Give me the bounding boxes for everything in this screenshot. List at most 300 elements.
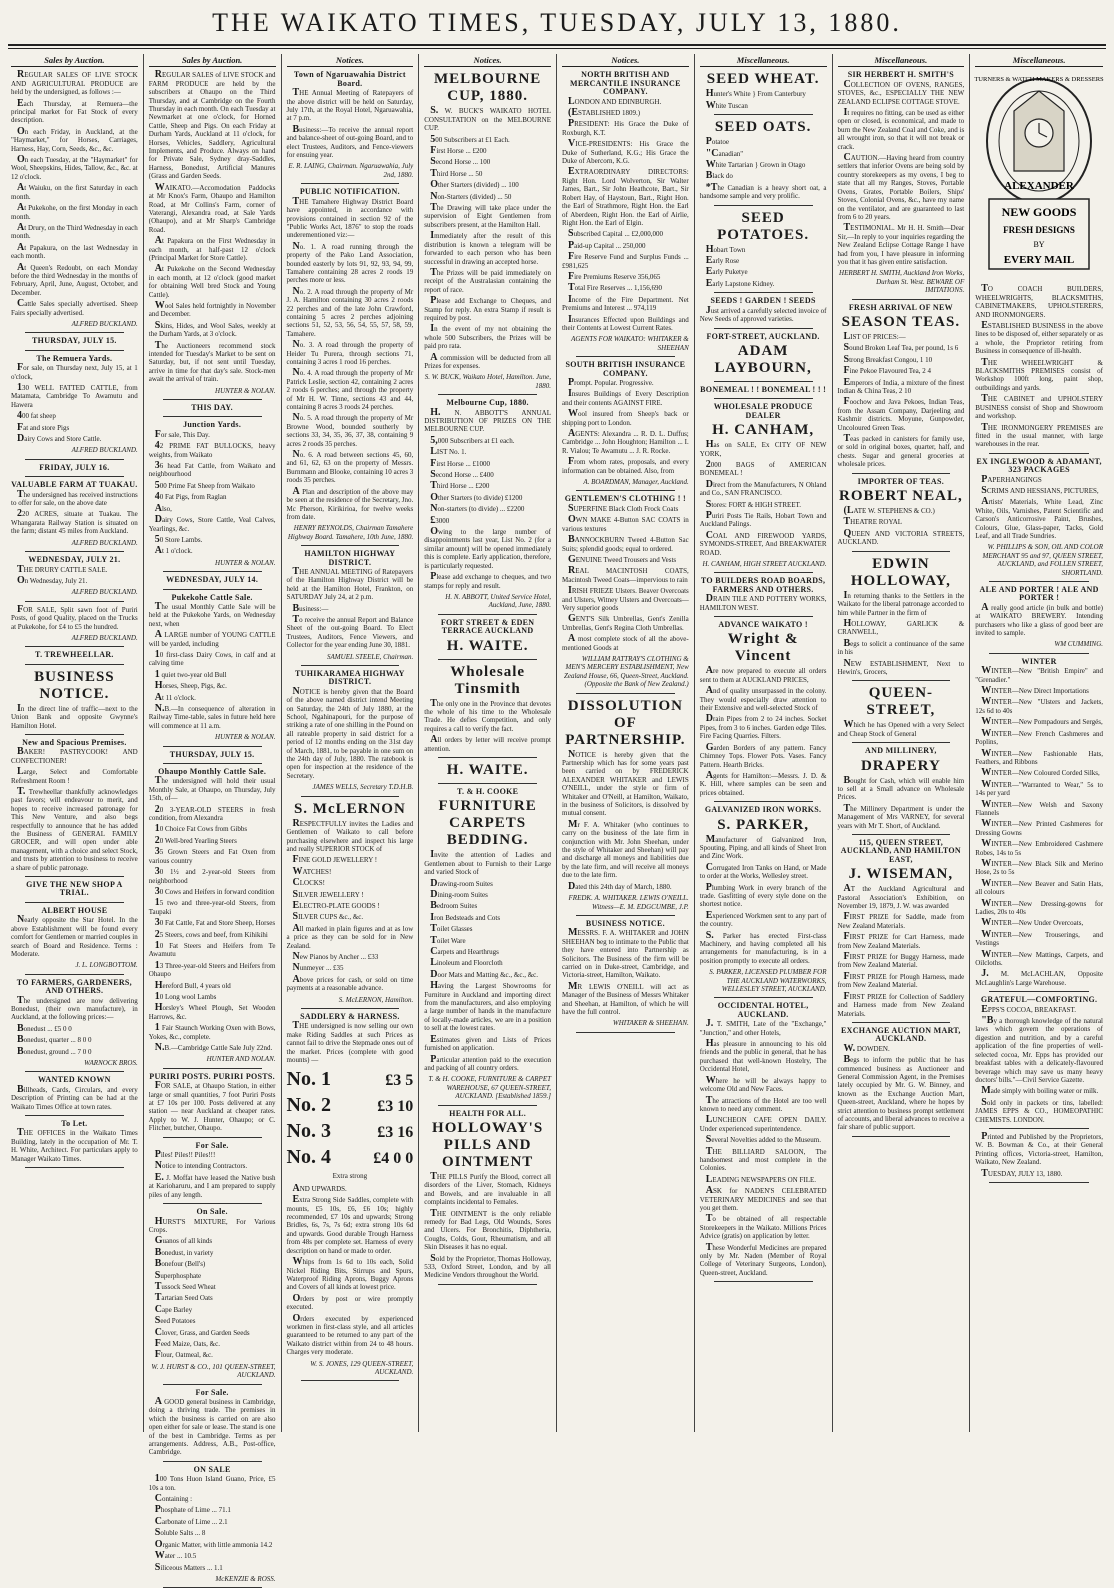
ad-heading: TUHIKARAMEA HIGHWAY DISTRICT. <box>295 669 405 687</box>
column-rule-divider <box>852 299 951 300</box>
advertisement <box>975 458 1103 577</box>
ad-heading: GENTLEMEN'S CLOTHING ! ! <box>564 494 686 504</box>
column-rule-divider <box>163 589 262 590</box>
ad-paragraph: From whom rates, proposals, and every information can be obtained. Also, from <box>562 456 689 475</box>
ad-paragraph: 40 Fat Pigs, from Raglan <box>154 491 227 503</box>
advertisement <box>149 1208 276 1380</box>
ad-paragraph: 10 Long wool Lambs <box>154 990 217 1002</box>
ad-paragraph: Phosphate of Lime ... 71.1 <box>154 1504 231 1516</box>
advertisement <box>562 71 689 352</box>
ad-paragraph: N.B.—In consequence of alteration in Railway Time-table, sales in future held here will commence at 11 a.m. <box>148 703 276 730</box>
ad-paragraph: WINTER—New Under Overcoats, <box>981 917 1084 929</box>
column-rule-divider <box>714 328 813 329</box>
ad-paragraph: A Plan and description of the above may be seen at the residence of the Secretary, Jno. Mc Pherson, Kirikirioa, for twelve weeks from date. <box>286 485 414 521</box>
ad-display-title: DRAPERY <box>860 757 941 774</box>
column-rule-divider <box>25 876 124 877</box>
ad-paragraph: Also, <box>154 502 172 514</box>
column-rule-divider <box>989 991 1089 992</box>
ad-paragraph: LUNCHEON CAFE OPEN DAILY. Under experienced superintendence. <box>699 1114 827 1133</box>
ad-paragraph: Where he will be always happy to welcome Old and New Faces. <box>699 1074 827 1094</box>
column-heading: Notices. <box>562 56 689 67</box>
ad-heading: TO FARMERS, GARDENERS, AND OTHERS. <box>16 977 132 996</box>
advertisement <box>424 788 551 1101</box>
ad-paragraph: 30 Cows and Heifers in forward condition <box>154 885 275 897</box>
ad-signature: S. PARKER, LICENSED PLUMBER FOR THE AUCKLAND WATERWORKS, WELLESLEY STREET, AUCKLAND. <box>709 968 827 994</box>
ad-paragraph: HURST'S MIXTURE, For Various Crops. <box>148 1215 276 1234</box>
ad-paragraph: Bonedust, in variety <box>154 1246 214 1258</box>
ad-paragraph: White Tartarian } Grown in Otago <box>705 159 806 171</box>
ad-paragraph: BANNOCKBURN Tweed 4-Button Sac Suits; splendid goods; equal to ordered. <box>562 534 689 553</box>
ad-paragraph: The undersigned are now delivering Bonedust, (their own manufacture), in Auckland, at the following prices:— <box>11 994 138 1022</box>
ad-paragraph: Water ... 10.5 <box>154 1550 197 1562</box>
advertisement <box>11 556 138 597</box>
column-rule-divider <box>301 665 400 666</box>
ad-paragraph: White Tuscan <box>705 99 748 111</box>
advertisement <box>149 594 276 742</box>
ad-paragraph: A most complete stock of all the above-mentioned Goods at <box>562 633 689 652</box>
ad-paragraph: FINE GOLD JEWELLERY ! <box>292 854 378 866</box>
ad-paragraph: Insurances Effected upon Buildings and their Contents at Lowest Current Rates. <box>562 313 689 332</box>
ad-paragraph: It requires no fitting, can be used as either open or closed, is economical, and made to burn the New Zealand Coal and Coke, and is all wrought iron, so that it will not break or crack. <box>837 107 965 151</box>
advertisement <box>11 907 138 970</box>
emblem-name-text: ALEXANDER <box>1004 180 1074 193</box>
ad-paragraph: Particular attention paid to the execution and packing of all country orders. <box>424 1053 551 1072</box>
ad-paragraph: Cape Barley <box>154 1303 193 1315</box>
ad-signature: E. R. LAING, Chairman. Ngaruawahia, July 2nd, 1880. <box>288 162 414 179</box>
emblem-line1-text: NEW GOODS <box>1001 205 1077 220</box>
ad-paragraph: THE IRONMONGERY PREMISES are fitted in the usual manner, with large warehouses in the rear. <box>975 421 1103 449</box>
column-rule-divider <box>714 381 813 382</box>
saddle-price: £3 10 <box>377 1098 414 1116</box>
ad-display-title: EDWIN HOLLOWAY, <box>850 555 951 589</box>
ad-paragraph: N.B.—Cambridge Cattle Sale July 22nd. <box>154 1042 273 1053</box>
ad-paragraph: BAKER! PASTRYCOOK! AND CONFECTIONER! <box>11 746 138 765</box>
ad-paragraph: LIST OF PRICES:— <box>843 330 906 342</box>
ad-paragraph: VICE-PRESIDENTS: His Grace the Duke of Sutherland, K.G.; His Grace the Duke of Abercorn, K.G. <box>562 138 689 166</box>
ad-display-title: H. CANHAM, <box>712 422 815 439</box>
ad-paragraph: QUEEN AND VICTORIA STREETS, AUCKLAND. <box>837 527 965 547</box>
advertisement <box>975 996 1103 1124</box>
ad-paragraph: Teas packed in canisters for family use, or sold in original boxes, quarter, half, and chests. Sugar and general groceries at wholesale prices. <box>837 433 965 469</box>
advertisement <box>424 1110 551 1280</box>
ad-heading: ALE AND PORTER ! ALE AND PORTER ! <box>979 585 1099 603</box>
ad-paragraph: On each Tuesday, at the "Haymarket" for Wool, Sheepskins, Hides, Tallow, &c., &c. at 12 o'clock. <box>11 154 138 181</box>
ad-paragraph: Bonedust ... £5 0 0 <box>17 1022 72 1034</box>
ad-paragraph: PRESIDENT: His Grace the Duke of Roxburgh, K.T. <box>562 118 689 137</box>
ad-paragraph: REAL MACINTOSH COATS, Macintosh Tweed Coats—impervious to rain <box>562 565 689 584</box>
ad-paragraph: SILVER CUPS &c., &c. <box>292 911 364 923</box>
ad-paragraph: Having the Largest Showrooms for Furniture in Auckland and importing direct from the manufacturers, and also employing a large number of hands in the manufacture of locally-made articles, we are in a position to sell at the lowest rates. <box>424 980 551 1033</box>
ad-paragraph: New Pianos by Ancher ... £33 <box>292 950 379 962</box>
advertisement <box>149 71 276 395</box>
ad-paragraph: AND UPWARDS. <box>292 1182 347 1194</box>
column-2 <box>144 54 282 1583</box>
ad-display-title: ROBERT NEAL, <box>839 488 963 505</box>
advertisement <box>838 71 965 294</box>
ad-paragraph: Horsley's Wheel Plough, Set Wooden Harrows, &c. <box>148 1002 276 1021</box>
ad-paragraph: The undersigned has received instructions to offer for sale, on the above date <box>11 488 138 508</box>
ad-paragraph: Whips from 1s 6d to 10s each, Solid Nickel Riding Bits, Stirrups and Spurs, Waterproof Riding Aprons, Buggy Aprons and Covers of all kinds at lowest price. <box>286 1256 414 1292</box>
column-rule-divider <box>852 680 951 681</box>
ad-heading: WINTER <box>1021 656 1057 666</box>
ad-paragraph: Mr F. A. Whitaker (who continues to carry on the business of the late firm in conjunction with Mr. John Sheehan, under the style of Whitaker and Sheehan) will pay and discharge all moneys and liabilities due by the late firm, and will receive all moneys due to the late firm. <box>562 818 689 880</box>
column-rule-divider <box>25 1167 124 1168</box>
ad-paragraph: The only one in the Province that devotes the whole of his time to the Wholesale Trade. He defies Competition, and only requires a call to verify the fact. <box>424 697 551 733</box>
ad-display-title: BUSINESS NOTICE. <box>34 668 115 702</box>
ad-paragraph: Each Thursday, at Remuera—the principal market for Fat Stock of every description. <box>11 97 138 125</box>
column-rule-divider <box>25 974 124 975</box>
saddle-price: £4 0 0 <box>373 1150 414 1168</box>
ad-paragraph: 30 Fat Cattle, Fat and Store Sheep, Horses <box>154 917 276 929</box>
newspaper-columns <box>6 54 1108 1583</box>
ad-paragraph: AGENTS: Alexandra ... R. D. L. Duffus; Cambridge ... John Houghton; Hamilton ... I. R. Vialou; Te Awamutu ... J. R. Rocke. <box>562 428 689 455</box>
saddle-price: £3 16 <box>377 1124 414 1142</box>
ad-paragraph: SILVER JEWELLERY ! <box>292 888 364 900</box>
ad-paragraph: 1 Fair Staunch Working Oxen with Bows, Yokes, &c., complete. <box>148 1022 276 1041</box>
ad-signature: HUNTER & NOLAN. <box>215 733 276 742</box>
ad-paragraph: EXTRAORDINARY DIRECTORS: Right Hon. Lord Wolverton, Sir Walter James, Bart., Sir John Heathcote, Bart., Sir Robert Hay, of Haystoun, Bart., Right Hon. the Earl of Strathmore, Right Hon. the Earl of Aberdeen, Right Hon. the Earl of Airlie, Right Hon. the Earl of Elgin. <box>562 166 689 227</box>
ad-paragraph: Business:—To receive the annual report and balance-sheet of out-going Board, and to elect Trustees, Auditors, and Fence-viewers for ensuing year. <box>286 123 414 160</box>
ad-signature: WILLIAM RATTRAY'S CLOTHING & MEN'S MERCERY ESTABLISHMENT, New Zealand House, 66, Queen-Street, Auckland. (Opposite the Bank of New Zealand.) <box>563 654 689 689</box>
ad-paragraph: HOLLOWAY, GARLICK & CRANWELL, <box>837 617 965 637</box>
advertisement <box>424 71 551 390</box>
advertisement <box>11 881 138 898</box>
ad-paragraph: FOR SALE, Split sawn foot of Puriri Posts, of good Quality, placed on the Trucks at Pukekohe, for £4 to £5 the hundred. <box>11 603 138 631</box>
ad-signature: S. W. BUCK, Waikato Hotel, Hamilton. June, 1880. <box>424 373 551 390</box>
column-rule-divider <box>25 1071 124 1072</box>
column-3 <box>282 54 420 1432</box>
column-rule-divider <box>714 292 813 293</box>
emblem-line4-text: EVERY MAIL <box>1003 254 1075 267</box>
ad-paragraph: W. DOWDEN. <box>843 1042 890 1054</box>
ad-heading: BUSINESS NOTICE. <box>585 918 665 928</box>
advertisement <box>11 481 138 547</box>
ad-paragraph: 20 Well-bred Yearling Steers <box>154 834 237 846</box>
ad-paragraph: Bonedust, ground ... 7 0 0 <box>17 1045 92 1057</box>
ad-paragraph: GENUINE Tweed Trousers and Vests <box>568 553 677 565</box>
ad-paragraph: (LATE W. STEPHENS & CO.) <box>843 505 935 517</box>
ad-signature: HUNTER AND NOLAN. <box>206 1055 276 1064</box>
ad-display-title: SEED WHEAT. <box>706 71 820 88</box>
column-rule-divider <box>852 473 951 474</box>
ad-paragraph: SUPERFINE Black Cloth Frock Coats <box>568 502 679 514</box>
ad-heading: FRIDAY, JULY 16. <box>39 462 110 472</box>
ad-heading: SIR HERBERT H. SMITH'S <box>847 70 954 80</box>
saddle-price-list <box>287 1067 414 1180</box>
column-rule-divider <box>714 205 813 206</box>
ad-paragraph: WINTER—New Beaver and Satin Hats, all colours <box>975 877 1103 897</box>
ad-paragraph: LEADING NEWSPAPERS ON FILE. <box>705 1173 817 1185</box>
saddle-price-row <box>287 1119 414 1145</box>
ad-paragraph: MR LEWIS O'NEILL will act as Manager of the Business of Messrs Whitaker and Sheehan, at Hamilton, of which he will have the full control. <box>562 980 689 1016</box>
column-rule-divider <box>301 545 400 546</box>
column-5 <box>557 54 695 1432</box>
ad-paragraph: £3000 <box>430 514 450 526</box>
advertisement <box>838 747 965 830</box>
ad-signature: HUNTER & NOLAN. <box>215 386 276 395</box>
ad-paragraph: For sale, on Thursday next, July 15, at 1 o'clock, <box>11 362 138 381</box>
ad-heading: PURIRI POSTS. PURIRI POSTS. <box>149 1071 275 1081</box>
ad-paragraph: Drain Pipes from 2 to 24 inches. Socket Pipes, from 3 to 6 inches. Garden edge Tiles. Fire Facing Quarries. Filters. <box>699 713 827 741</box>
column-heading: Miscellaneous. <box>838 56 965 67</box>
ad-paragraph: THE OFFICES in the Waikato Times Building, lately in the occupation of Mr. T. H. White, Architect. For particulars apply to Manager Waikato Times. <box>11 1127 138 1163</box>
advertisement <box>287 71 414 179</box>
ad-paragraph: Horses, Sheep, Pigs, &c. <box>154 680 227 692</box>
ad-heading: Ohaupo Monthly Cattle Sale. <box>158 767 267 777</box>
ad-display-title: J. WISEMAN, <box>848 866 954 883</box>
ad-paragraph: Fire Premiums Reserve 356,065 <box>568 270 661 282</box>
ad-paragraph: Toilet Ware <box>430 934 466 946</box>
ad-paragraph: A GOOD general business in Cambridge, doing a thriving trade. The premises in which the business is carried on are also open either for sale or lease. The stand is one of the best in Cambridge. Terms as per arrangements. Address, A.B., Post-office, Cambridge. <box>148 1396 276 1457</box>
ad-paragraph: First Horse ... £200 <box>430 145 487 157</box>
ad-paragraph: Tussock Seed Wheat <box>154 1280 216 1292</box>
ad-paragraph: To be obtained of all respectable Storekeepers in the Waikato. Millions Prices Advice (gratis) on application by letter. <box>699 1213 827 1241</box>
advertisement <box>838 839 965 1018</box>
column-heading: Miscellaneous. <box>700 56 827 67</box>
ad-paragraph: Bonefour (Bell's) <box>154 1258 206 1270</box>
ad-paragraph: LIST No. 1. <box>430 446 467 458</box>
masthead <box>0 0 1114 54</box>
ad-signature: SAMUEL STEELE, Chairman. <box>327 652 414 661</box>
ad-heading: To Let. <box>61 1119 88 1128</box>
ad-paragraph: Piles! Piles!! Piles!!! <box>154 1149 216 1161</box>
ad-paragraph: Organic Matter, with little ammonia 14.2 <box>154 1538 273 1550</box>
ad-heading: T. & H. COOKE <box>456 786 519 796</box>
ad-paragraph: Soluble Salts ... 8 <box>154 1527 206 1539</box>
ad-paragraph: Dated this 24th day of March, 1880. <box>568 880 672 892</box>
ad-heading: AND MILLINERY, <box>865 746 937 756</box>
advertisement <box>700 806 827 993</box>
column-rule-divider <box>25 601 124 602</box>
ad-paragraph: No. 5. A road through the property of Mr Browne Wood, bounded southerly by sections 33, 34, 35, 36, 37, 38, containing 9 acres 2 roods 35 perches. <box>286 412 414 448</box>
ad-signature: W. J. HURST & CO., 101 QUEEN-STREET, AUCKLAND. <box>151 1362 276 1380</box>
ad-paragraph: 30 1½ and 2-year-old Steers from neighborhood <box>148 866 276 885</box>
ad-paragraph: And of quality unsurpassed in the colony. They would especially draw attention to their Extensive and well-selected Stock of <box>699 685 827 713</box>
ad-paragraph: GENT'S Silk Umbrellas, Gent's Zenilla Umbrellas, Gent's Regina Cloth Umbrellas. <box>562 613 689 632</box>
ad-paragraph: WINTER—New French Cashmeres and Poplins, <box>975 727 1103 747</box>
ad-paragraph: Sound Broken Leaf Tea, per pound, 1s 6 <box>843 342 959 354</box>
ad-paragraph: On each Friday, in Auckland, at the "Haymarket," for Horses, Carriages, Harness, Hay, Corn, Seeds, &c., &c. <box>11 125 138 153</box>
ad-paragraph: THE ANNUAL MEETING of Ratepayers of the Hamilton Highway District will be held at the Hamilton Hotel, Frankton, on SATURDAY July 24, at 2 p.m. <box>286 565 414 602</box>
ad-paragraph: Has on SALE, Ex CITY OF NEW YORK, <box>699 439 827 458</box>
ad-signature: HUNTER & NOLAN. <box>215 558 276 567</box>
masthead-rule-top <box>8 44 1106 46</box>
ad-paragraph: In the direct line of traffic—next to the Union Bank and opposite Gwynne's Hamilton Hotel. <box>11 702 138 730</box>
ad-signature: WHITAKER & SHEEHAN. <box>612 1019 689 1028</box>
ad-paragraph: Made simply with boiling water or milk. <box>981 1085 1099 1097</box>
ad-paragraph: 10 Fat Steers and Heifers from Te Awamutu <box>148 939 276 959</box>
ad-paragraph: Agents for Hamilton:—Messrs. J. D. & K. Hill, where samples can be seen and prices obtained. <box>699 769 827 797</box>
ad-paragraph: In returning thanks to the Settlers in the Waikato for the liberal patronage accorded to him while Partner in the firm of <box>837 589 965 617</box>
ad-paragraph: FIRST PRIZE for Buggy Harness, made from New Zealand Material. <box>837 951 965 970</box>
ad-paragraph: WINTER—New Direct Importations <box>981 685 1089 697</box>
ad-paragraph: THE DRURY CATTLE SALE. <box>17 563 108 575</box>
ad-signature: McKENZIE & ROSS. <box>215 1574 276 1583</box>
ad-heading: For Sale. <box>195 1387 229 1397</box>
ad-paragraph: At Pukekohe, on the first Monday in each month. <box>11 202 138 221</box>
column-rule-divider <box>438 1284 537 1285</box>
ad-paragraph: No. 1. A road running through the property of the Pako Land Association, bounded easterly by lots 91, 92, 93, 94, 99, Tamahere containing 28 acres 2 roods 19 perches more or less. <box>286 240 414 285</box>
ad-paragraph: The Auctioneers recommend stock intended for Tuesday's Market to be sent on Saturday, but, if not sent until Tuesday, arrive in time for that day's sale. Stock-men await the arrival of train. <box>148 339 276 384</box>
ad-display-title: Wright & Vincent <box>727 631 799 665</box>
ad-paragraph: J. M. McLACHLAN, Opposite McLaughlin's Large Warehouse. <box>975 968 1103 987</box>
advertisement <box>700 621 827 797</box>
column-rule-divider <box>714 801 813 802</box>
advertisement <box>700 577 827 612</box>
column-rule-divider <box>163 416 262 417</box>
ad-paragraph: Bonedust, quarter ... 8 0 0 <box>17 1034 92 1046</box>
ad-paragraph: On Wednesday, July 21. <box>17 574 88 586</box>
ad-paragraph: WINTER—New Coloured Corded Silks, <box>981 767 1100 779</box>
advertisement <box>424 762 551 779</box>
ad-paragraph: Tartarian Seed Oats <box>154 1292 213 1304</box>
ad-paragraph: Plumbing Work in every branch of the trade. Gasfitting of every style done on the shortest notice. <box>699 881 827 909</box>
ad-paragraph: Wool Sales held fortnightly in November and December. <box>148 299 276 319</box>
ad-paragraph: Other Starters (to divide) £1200 <box>430 491 523 503</box>
column-rule-divider <box>852 551 951 552</box>
jeweller-emblem-illustration <box>974 71 1104 281</box>
ad-paragraph: IRISH FRIEZE Ulsters. Beaver Overcoats and Ulsters, Witney Ulsters and Overcoats—Very superior goods <box>562 585 689 612</box>
ad-paragraph: Dining-room Suites <box>430 889 488 900</box>
ad-paragraph: Above prices for cash, or sold on time payments at a reasonable advance. <box>286 973 414 993</box>
ad-paragraph: (ESTABLISHED 1809.) <box>568 107 641 119</box>
ad-paragraph: E. J. Moffat have leased the Native bush at Karioharuru, and I am prepared to supply piles of any length. <box>148 1171 276 1199</box>
column-rule-divider <box>25 551 124 552</box>
ad-heading: GRATEFUL—COMFORTING. <box>980 995 1098 1005</box>
advertisement <box>11 603 138 643</box>
ad-paragraph: At Waiuku, on the first Saturday in each month. <box>11 182 138 201</box>
ad-paragraph: Paid-up Capital ... 250,000 <box>568 239 646 251</box>
saddle-number: No. 4 <box>286 1146 331 1169</box>
ad-paragraph: Are now prepared to execute all orders sent to them at AUCKLAND PRICES, <box>699 665 827 684</box>
ad-heading: T. TREWHEELLAR. <box>35 650 114 660</box>
ad-signature: JAMES WELLS, Secretary T.D.H.B. <box>312 783 414 792</box>
ad-paragraph: *The Canadian is a heavy short oat, a handsome sample and very prolific. <box>699 181 827 201</box>
ad-paragraph: 35 Grown Steers and Fat Oxen from various country <box>148 846 276 865</box>
ad-paragraph: Carpets and Hearthrugs <box>430 946 499 958</box>
column-heading: Miscellaneous. <box>975 56 1103 67</box>
ad-heading: TO BUILDERS ROAD BOARDS, FARMERS AND OTHERS. <box>700 576 826 594</box>
ad-paragraph: NEW ESTABLISHMENT, Next to Hewin's, Grocers, <box>837 657 965 676</box>
ad-display-title: S. PARKER, <box>717 816 810 833</box>
ad-paragraph: Second Horse ... 100 <box>430 156 491 168</box>
column-rule-divider <box>852 834 951 835</box>
ad-paragraph: AT the Auckland Agricultural and Pastoral Association's Exhibition, on November 19, 1879, J. W. was awarded <box>837 883 965 911</box>
ad-paragraph: At Drury, on the Third Wednesday in each month. <box>11 221 138 241</box>
ad-paragraph: Please add Exchange to Cheques, and Stamp for reply. An extra Stamp if result is required by post. <box>424 295 551 322</box>
advertisement <box>11 71 138 328</box>
advertisement <box>700 119 827 200</box>
ad-signature: H. N. ABBOTT, United Service Hotel, Auckland, June, 1880. <box>445 592 551 610</box>
ad-paragraph: 2000 BAGS of AMERICAN BONEMEAL ! <box>699 458 827 478</box>
ad-paragraph: "Canadian" <box>705 147 744 159</box>
ad-paragraph: THE WHEELWRIGHT & BLACKSMITHS PREMISES consist of Workshop 100ft long, paint shop, outbuildings and yards. <box>975 356 1103 392</box>
ad-heading: GALVANIZED IRON WORKS. <box>704 805 822 815</box>
ad-paragraph: WINTER—New Printed Cashmeres for Dressing Gowns <box>975 818 1103 837</box>
column-rule-divider <box>714 997 813 998</box>
ad-paragraph: TESTIMONIAL. Mr H. H. Smith—Dear Sir,—In reply to your inquiries regarding the New Zealand Eclipse Cottage Range I have had from you, I have pleasure in informing you that it has given entire satisfaction. <box>837 222 965 266</box>
ad-paragraph: 400 fat sheep <box>17 410 56 422</box>
ad-paragraph: WAIKATO.—Accomodation Paddocks at Mr Knox's Farm, Ohaupo and Hamilton Road, at Mr Collins's Farm, corner of Vaterangi, Alexandra road, at Sale Yards (Ohaupo), and at Mr Sharp's Cambridge Road. <box>148 181 276 234</box>
ad-paragraph: All orders by letter will receive prompt attention. <box>424 734 551 753</box>
advertisement <box>700 297 827 323</box>
ad-paragraph: WINTER—New Black Silk and Merino Hose, 2s to 5s <box>975 857 1103 877</box>
ad-display-title: QUEEN-STREET, <box>866 685 936 719</box>
ad-paragraph: At 1 o'clock. <box>154 545 193 557</box>
ad-paragraph: WATCHES! <box>292 865 332 877</box>
ad-paragraph: Feed Maize, Oats, &c. <box>154 1337 220 1349</box>
advertisement <box>562 698 689 911</box>
ad-paragraph: CAUTION.—Having heard from country settlers that inferior Ovens are being sold by country storekeepers as my ovens, I beg to state that all my Ranges, Stoves, Portable Ovens, Grates, Portable Boilers, Ships' Stoves, Colonial Ovens, &c., have my name on the ventilator, and are guaranteed to last from 6 to 20 years. <box>837 152 965 221</box>
column-rule-divider <box>438 659 537 660</box>
ad-paragraph: THE CABINET and UPHOLSTERY BUSINESS consist of Shop and Showroom and workshop. <box>975 393 1103 421</box>
ad-paragraph: Clover, Grass, and Garden Seeds <box>154 1326 250 1338</box>
ad-paragraph: CLOCKS! <box>292 877 326 889</box>
advertisement <box>287 550 414 661</box>
advertisement <box>149 1389 276 1457</box>
ad-paragraph: S. Parker has erected First-class Machinery, and having completed all his arrangements for manufacturing, is in a position promptly to execute all orders. <box>699 929 827 965</box>
ad-heading: FORT STREET & EDEN TERRACE AUCKLAND <box>440 617 535 636</box>
emblem-line3-text: BY <box>1033 240 1045 250</box>
ad-paragraph: THE Tamahere Highway District Board have appointed, in accordance with provisions contained in section 92 of the "Public Works Act, 1876" to stop the roads underementioned viz:— <box>286 195 414 240</box>
ad-paragraph: To receive the annual Report and Balance Sheet of the out-going Board. To Elect Trustees, Auditors, Fence Viewers, and Collector for the year ending June 30, 1881. <box>286 613 414 650</box>
ad-paragraph: Artists' Materials, White Lead, Zinc White, Oils, Varnishes, Patent Scientific and Carson's Anticorrosive Paint, Brushes, Colours, Glue, Glass-paper, Tacks, Gold Leaf, and all Trade Sundries. <box>975 496 1103 540</box>
ad-paragraph: FIRST PRIZE for Collection of Saddlery and Harness made from New Zealand Materials. <box>837 990 965 1018</box>
ad-display-title: H. WAITE. <box>446 761 529 778</box>
ad-display-title: S. McLERNON <box>293 800 406 817</box>
advertisement <box>838 556 965 677</box>
ad-paragraph: WINTER—New Fashionable Hats, Feathers, and Ribbons <box>975 747 1103 766</box>
ad-display-title: SEED OATS. <box>714 119 812 136</box>
ad-paragraph: 1 quiet two-year old Bull <box>154 668 227 680</box>
ad-paragraph: Large, Select and Comfortable Refreshment Room ! <box>11 766 138 785</box>
ad-signature: A. BOARDMAN, Manager, Auckland. <box>583 478 689 487</box>
ad-paragraph: Orders executed by experienced workmen in first-class style, and all articles guaranteed to be returned to any part of the Waikato district within from 24 to 48 hours. Charges very moderate. <box>286 1312 414 1357</box>
ad-signature: ALFRED BUCKLAND. <box>71 588 138 597</box>
column-rule-divider <box>438 614 537 615</box>
ad-heading: THURSDAY, JULY 15. <box>169 749 255 759</box>
ad-paragraph: Just arrived a carefully selected invoice of New Seeds of approved varieties. <box>699 304 827 324</box>
ad-heading: THIS DAY. <box>191 403 233 413</box>
column-rule-divider <box>989 453 1089 454</box>
ad-heading: New and Spacious Premises. <box>22 737 127 747</box>
ad-signature: S. McLERNON, Hamilton. <box>338 995 414 1004</box>
advertisement <box>838 1027 965 1132</box>
ad-paragraph: Orders by post or wire promptly executed. <box>286 1292 414 1312</box>
advertisement <box>287 801 414 1004</box>
ad-heading: WHOLESALE PRODUCE DEALER <box>713 402 813 420</box>
ad-paragraph: OWN MAKE 4-Button SAC COATS in various textures <box>562 514 689 533</box>
ad-paragraph: Several Novelties added to the Museum. <box>705 1134 821 1146</box>
ad-paragraph: At Papakura on the First Wednesday in each month, at half-past 12 o'clock (Principal Market for Store Cattle). <box>148 235 276 262</box>
ad-paragraph: ELECTRO-PLATE GOODS ! <box>292 899 380 911</box>
column-rule-divider <box>25 734 124 735</box>
column-rule-divider <box>25 476 124 477</box>
column-rule-divider <box>989 1128 1089 1129</box>
advertisement <box>975 1130 1103 1179</box>
ad-paragraph: Second Horse ... £400 <box>430 469 494 481</box>
advertisement <box>700 386 827 394</box>
column-rule-divider <box>25 1115 124 1116</box>
ad-paragraph: For sale, This Day. <box>154 428 210 440</box>
column-rule-divider <box>25 646 124 647</box>
saddle-price: £3 5 <box>385 1072 414 1090</box>
saddle-number: No. 2 <box>286 1094 331 1117</box>
ad-paragraph: 10 first-class Dairy Cows, in calf and at calving time <box>148 648 276 668</box>
ad-paragraph: Potatoe <box>705 136 729 148</box>
column-rule-divider <box>301 1380 400 1381</box>
ad-paragraph: Bought for Cash, which will enable him to sell at a Small advance on Wholesale Prices. <box>837 774 965 802</box>
